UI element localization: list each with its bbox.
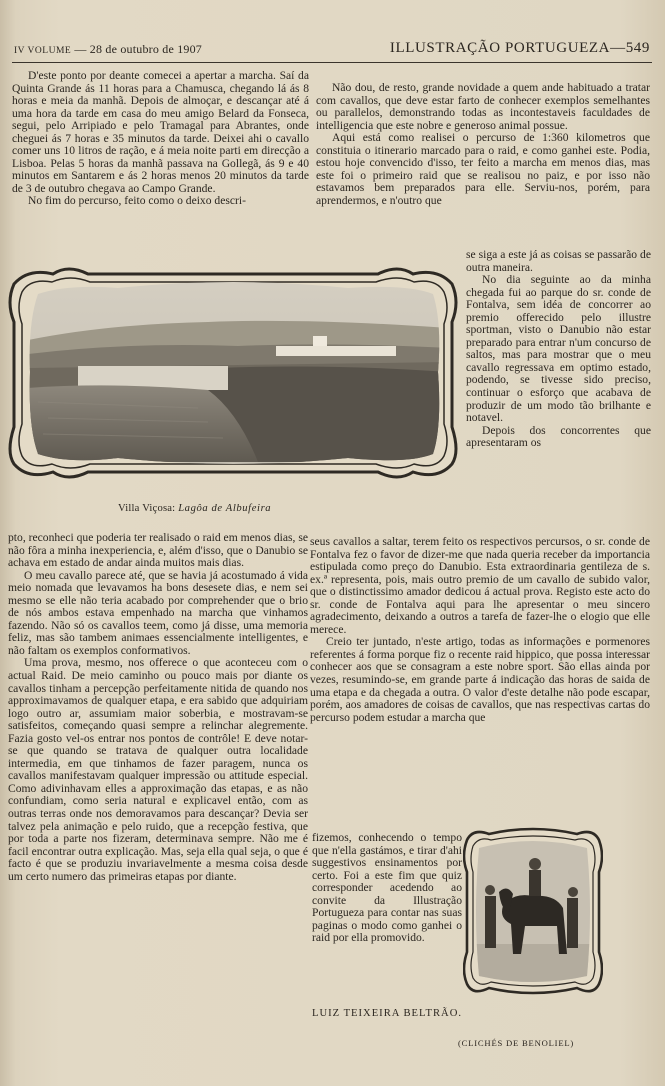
paragraph: pto, reconheci que poderia ter realisado o raid em menos dias, se não fôra a minha inexperiencia, e, além d'isso, que o Danubio se achava em estado de andar ainda muitos mais dias. — [8, 531, 308, 570]
paragraph: fizemos, conhecendo o tempo que n'ella gastámos, e tirar d'ahi suggestivos ensinamentos por certo. Foi a este fim que quiz corresponder acedendo ao convite da Illustração Portugueza para contar nas suas paginas o modo como ganhei o raid por ella promovido. — [312, 831, 462, 945]
paragraph: se siga a este já as coisas se passarão de outra maneira. — [466, 248, 651, 274]
author-signature: LUIZ TEIXEIRA BELTRÃO. — [312, 1008, 462, 1019]
column-right-wrap — [466, 249, 651, 450]
column-right-narrow — [312, 832, 462, 945]
header-volume-date — [14, 42, 202, 57]
paragraph: O meu cavallo parece até, que se havia já acostumado á vida meio nomada que levavamos ha bons desesete dias, e nem sei mesmo se elle não teria acabado por comprehender que o brio de nós ambos estava empenhado na marcha que vinhamos fazendo. Não só os cavallos teem, como já disse, uma memoria feliz, mas são tambem animaes essencialmente intelligentes, e não faltam os exemplos conformativos. — [8, 568, 308, 657]
paragraph: Uma prova, mesmo, nos offerece o que aconteceu com o actual Raid. De meio caminho ou pouco mais por diante os cavallos tinham a percepção perfeitamente nitida de quando nos approximavamos de qualquer etapa, e era sabido que adquiriam logo outro ar, assumiam maior soberbia, e mostravam-se satisfeitos, começando quasi sempre a relinchar alegremente. Fazia gosto vel-os entrar nos pontos de contrôle! E deve notar-se que quando se tratava de qualquer outra localidade intermedia, em que tinhamos de fazer paragem, nunca os cavallos manifestavam qualquer impressão ou attitude especial. Como adivinhavam elles a approximação das etapas, e as não confundiam, como seria natural e explicavel então, com as outras terras onde nos demoravamos para descançar? Devia ser talvez pela animação e pelo ruido, que a recepção festiva, que por toda a parte nos fizeram, determinava sempre. Não me é facil encontrar outra explicação. Mas, seja ella qual seja, o que é facto é que se produziu invariavelmente a mesma coisa desde um certo numero das primeiras etapas por diante. — [8, 656, 308, 883]
column-right-top — [316, 82, 650, 207]
paragraph: Depois dos concorrentes que apresentaram os — [466, 423, 651, 450]
header-date: — 28 de outubro de 1907 — [74, 42, 202, 56]
header-title: ILLUSTRAÇÃO PORTUGUEZA — [389, 40, 611, 56]
column-left-top — [12, 70, 309, 208]
header-title-page — [390, 40, 650, 57]
horse-rider-photo — [463, 826, 603, 996]
lagoon-photo — [8, 262, 458, 484]
caption-place: Villa Viçosa: — [118, 503, 176, 514]
photo-credit: (CLICHÉS DE BENOLIEL) — [458, 1038, 575, 1048]
header-volume: IV VOLUME — [14, 46, 72, 56]
column-left-bottom — [8, 532, 308, 883]
header-page-number: —549 — [610, 40, 650, 56]
column-right-bottom — [310, 536, 650, 724]
photo-caption — [118, 503, 271, 514]
paragraph: Creio ter juntado, n'este artigo, todas as informações e pormenores referentes á forma porque fiz o recente raid hippico, que possa interessar conhecer aos que se consagram a este nobre sport. São ellas ainda por vezes, resumindo-se, em grande parte á indicação das horas de saida de uma etapa e da chegada a outra. O valor d'este detalhe não pode escapar, porém, aos amadores de coisas de cavallos, que nas respectivas cartas do percurso podem estudar a marcha que — [310, 635, 650, 724]
paragraph: Aqui está como realisei o percurso de 1:360 kilometros que constituia o itinerario marcado para o raid, e como ganhei este. Podia, estou hoje convencido d'isso, ter feito a marcha em menos dias, mas este foi o primeiro raid que se realisou no paiz, e por isso não estavamos bem preparados para elle. Serviu-nos, porém, para aprendermos, e n'outro que — [316, 131, 650, 207]
page-header — [12, 40, 652, 63]
paragraph: seus cavallos a saltar, terem feito os respectivos percursos, o sr. conde de Fontalva fez o favor de dizer-me que nada queria receber da importancia estipulada como preço do Danubio. Esta extraordinaria gentileza de s. ex.ª representa, pois, mais outro premio de um cavallo de subido valor, que o distinctissimo amador dedicou á actual prova. Registo este acto do sr. conde de Fontalva aqui para lhe apresentar o meu sincero agradecimento, deixando a outros a tarefa de fazer-lhe o elogio que elle merece. — [310, 535, 650, 636]
caption-title: Lagôa de Albufeira — [178, 503, 272, 514]
paragraph: No dia seguinte ao da minha chegada fui ao parque do sr. conde de Fontalva, sem idéa de concorrer ao premio offerecido pelo illustre sportman, visto o Danubio não estar preparado para entrar n'um concurso de saltos, mas para mostrar que o meu cavallo regressava em optimo estado, podendo, se tivesse sido preciso, continuar o esforço que acabava de produzir de um modo tão brilhante e notavel. — [466, 273, 651, 425]
paragraph: D'este ponto por deante comecei a apertar a marcha. Saí da Quinta Grande ás 11 horas para a Chamusca, chegando lá ás 8 horas e meia da manhã. Depois de almoçar, e descançar até á uma hora da tarde em casa do meu amigo Belard da Fonseca, segui, pelo Arripiado e pelo Tramagal para Abrantes, onde cheguei ás 7 horas e 35 minutos da tarde. Deixei ahi o cavallo comer uns 10 litros de ração, e á meia noite parti em direcção a Lisboa. Pelas 5 horas da manhã passava na Gollegã, ás 9 e 40 minutos em Santarem e ás 2 horas menos 20 minutos da tarde de 3 de outubro chegava ao Campo Grande. — [12, 69, 309, 195]
paragraph: Não dou, de resto, grande novidade a quem ande habituado a tratar com cavallos, que deve estar farto de conhecer exemplos semelhantes ou parallelos, demonstrando todas as incontestaveis faculdades de intelligencia que este nobre e generoso animal possue. — [316, 81, 650, 132]
paragraph: No fim do percurso, feito como o deixo descri- — [28, 194, 246, 208]
